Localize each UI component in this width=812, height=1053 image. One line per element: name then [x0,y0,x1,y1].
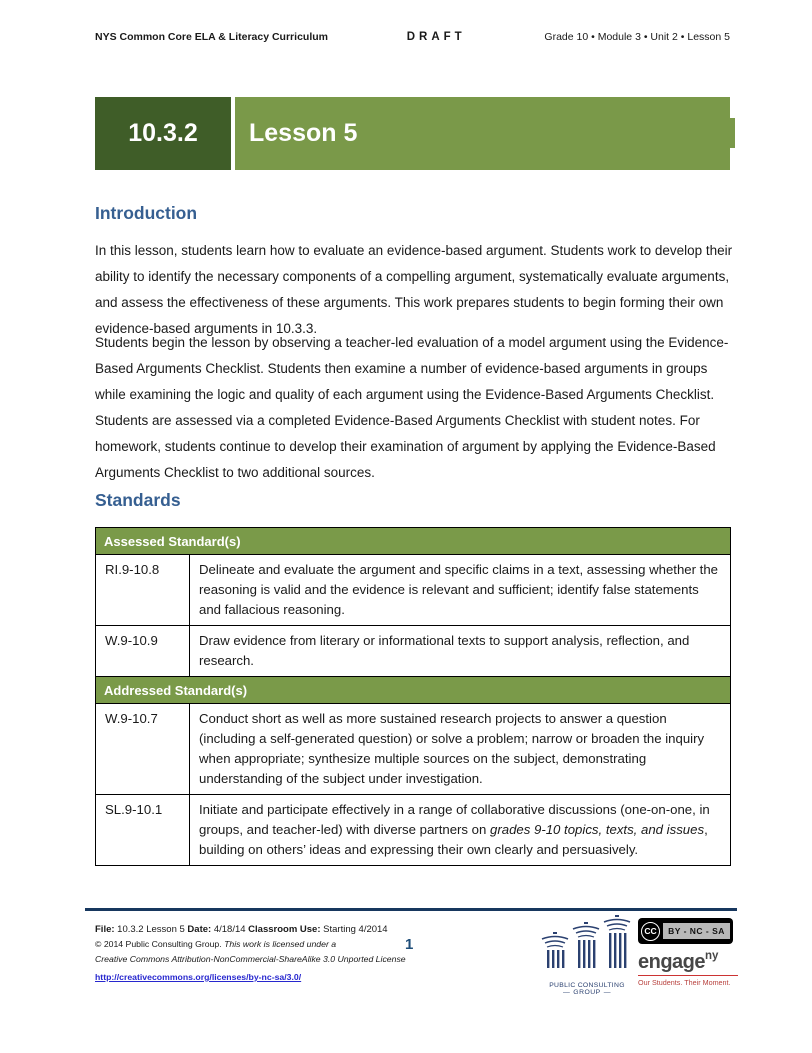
pcg-group-text: — GROUP — [538,989,636,996]
engageny-logo [638,950,738,987]
engageny-wordmark [638,950,738,976]
pcg-logo [538,914,636,996]
lesson-banner [95,97,730,170]
table-section-header-row [96,528,731,555]
introduction-paragraph-2: Students begin the lesson by observing a teacher-led evaluation of a model argument using the Evidence-Based Arguments Checklist. Students then examine a number of evidence-based arguments in groups while examining the logic and quality of each argument using the Evidence-Based Arguments Checklist. Students are assessed via a completed Evidence-Based Arguments Checklist with student notes. For homework, students continue to develop their examination of argument by applying the Evidence-Based Arguments Checklist to two additional sources. [95,335,729,480]
engage-brand-text: engage [638,951,706,973]
curriculum-title: NYS Common Core ELA & Literacy Curriculum [95,31,328,43]
standards-heading: Standards [95,490,181,510]
lesson-title: Lesson 5 [235,97,730,170]
addressed-standards-header: Addressed Standard(s) [96,677,731,704]
footer-file-info [95,922,425,985]
draft-watermark: DRAFT [406,31,466,43]
cc-by-nc-sa-badge [638,918,733,944]
table-row [96,626,731,677]
standard-code: W.9-10.9 [96,626,190,677]
standard-text-post: , building on others’ ideas and expressing their own clearly and persuasively. [199,822,708,857]
footer-file-line [95,922,425,937]
table-section-header-row [96,677,731,704]
footer-divider [85,908,737,911]
banner-edge-tab [730,118,735,148]
table-row [96,704,731,795]
engageny-tagline: Our Students. Their Moment. [638,978,731,987]
license-text-1: This work is licensed under a [224,939,337,949]
standard-text: Conduct short as well as more sustained research projects to answer a question (including a self-generated question) or solve a problem; narrow or broaden the inquiry when appropriate; synthesize multiple sources on the subject, demonstrating understanding of the subject under investigation. [190,704,731,795]
table-row [96,795,731,866]
lesson-breadcrumb: Grade 10 • Module 3 • Unit 2 • Lesson 5 [544,31,730,43]
cc-icon: CC [641,922,660,941]
file-label: File: [95,924,115,935]
standard-text-pre: Initiate and participate effectively in a range of collaborative discussions (one-on-one, in groups, and teacher-led) with diverse partners on [199,802,710,837]
footer-logos [538,914,738,996]
footer-copyright-line [95,937,425,952]
classroom-use-value: Starting 4/2014 [320,924,388,935]
pcg-columns-icon [538,914,636,976]
pcg-name-text: PUBLIC CONSULTING [549,982,625,989]
introduction-heading: Introduction [95,203,198,223]
introduction-paragraph-1: In this lesson, students learn how to evaluate an evidence-based argument. Students work to develop their ability to identify the necessary components of a compelling argument, systematically evaluate arguments, and assess the effectiveness of these arguments. This work prepares students to begin forming their own evidence-based arguments in 10.3.3. [95,243,733,336]
running-header [95,31,730,43]
table-row [96,555,731,626]
standard-text [190,795,731,866]
standard-text: Delineate and evaluate the argument and specific claims in a text, assessing whether the reasoning is valid and the evidence is relevant and sufficient; identify false statements and fallacious reasoning. [190,555,731,626]
standard-code: W.9-10.7 [96,704,190,795]
creative-commons-link[interactable]: http://creativecommons.org/licenses/by-nc-sa/3.0/ [95,972,302,982]
license-text-2: Creative Commons Attribution-NonCommercial-ShareAlike 3.0 Unported License [95,954,406,964]
standard-code: SL.9-10.1 [96,795,190,866]
standard-text: Draw evidence from literary or informational texts to support analysis, reflection, and research. [190,626,731,677]
date-label: Date: [187,924,212,935]
footer-right-logos [638,914,738,996]
page-number: 1 [405,936,414,953]
cc-license-label: BY - NC - SA [663,923,730,939]
file-value: 10.3.2 Lesson 5 [114,924,188,935]
lesson-code-badge: 10.3.2 [95,97,231,170]
standards-table [95,527,731,866]
copyright-text: © 2014 Public Consulting Group. [95,939,225,949]
date-value: 4/18/14 [211,924,249,935]
standard-text-italic: grades 9-10 topics, texts, and issues [490,822,705,837]
engage-ny-superscript: ny [705,950,719,962]
assessed-standards-header: Assessed Standard(s) [96,528,731,555]
classroom-use-label: Classroom Use: [248,924,321,935]
standard-code: RI.9-10.8 [96,555,190,626]
